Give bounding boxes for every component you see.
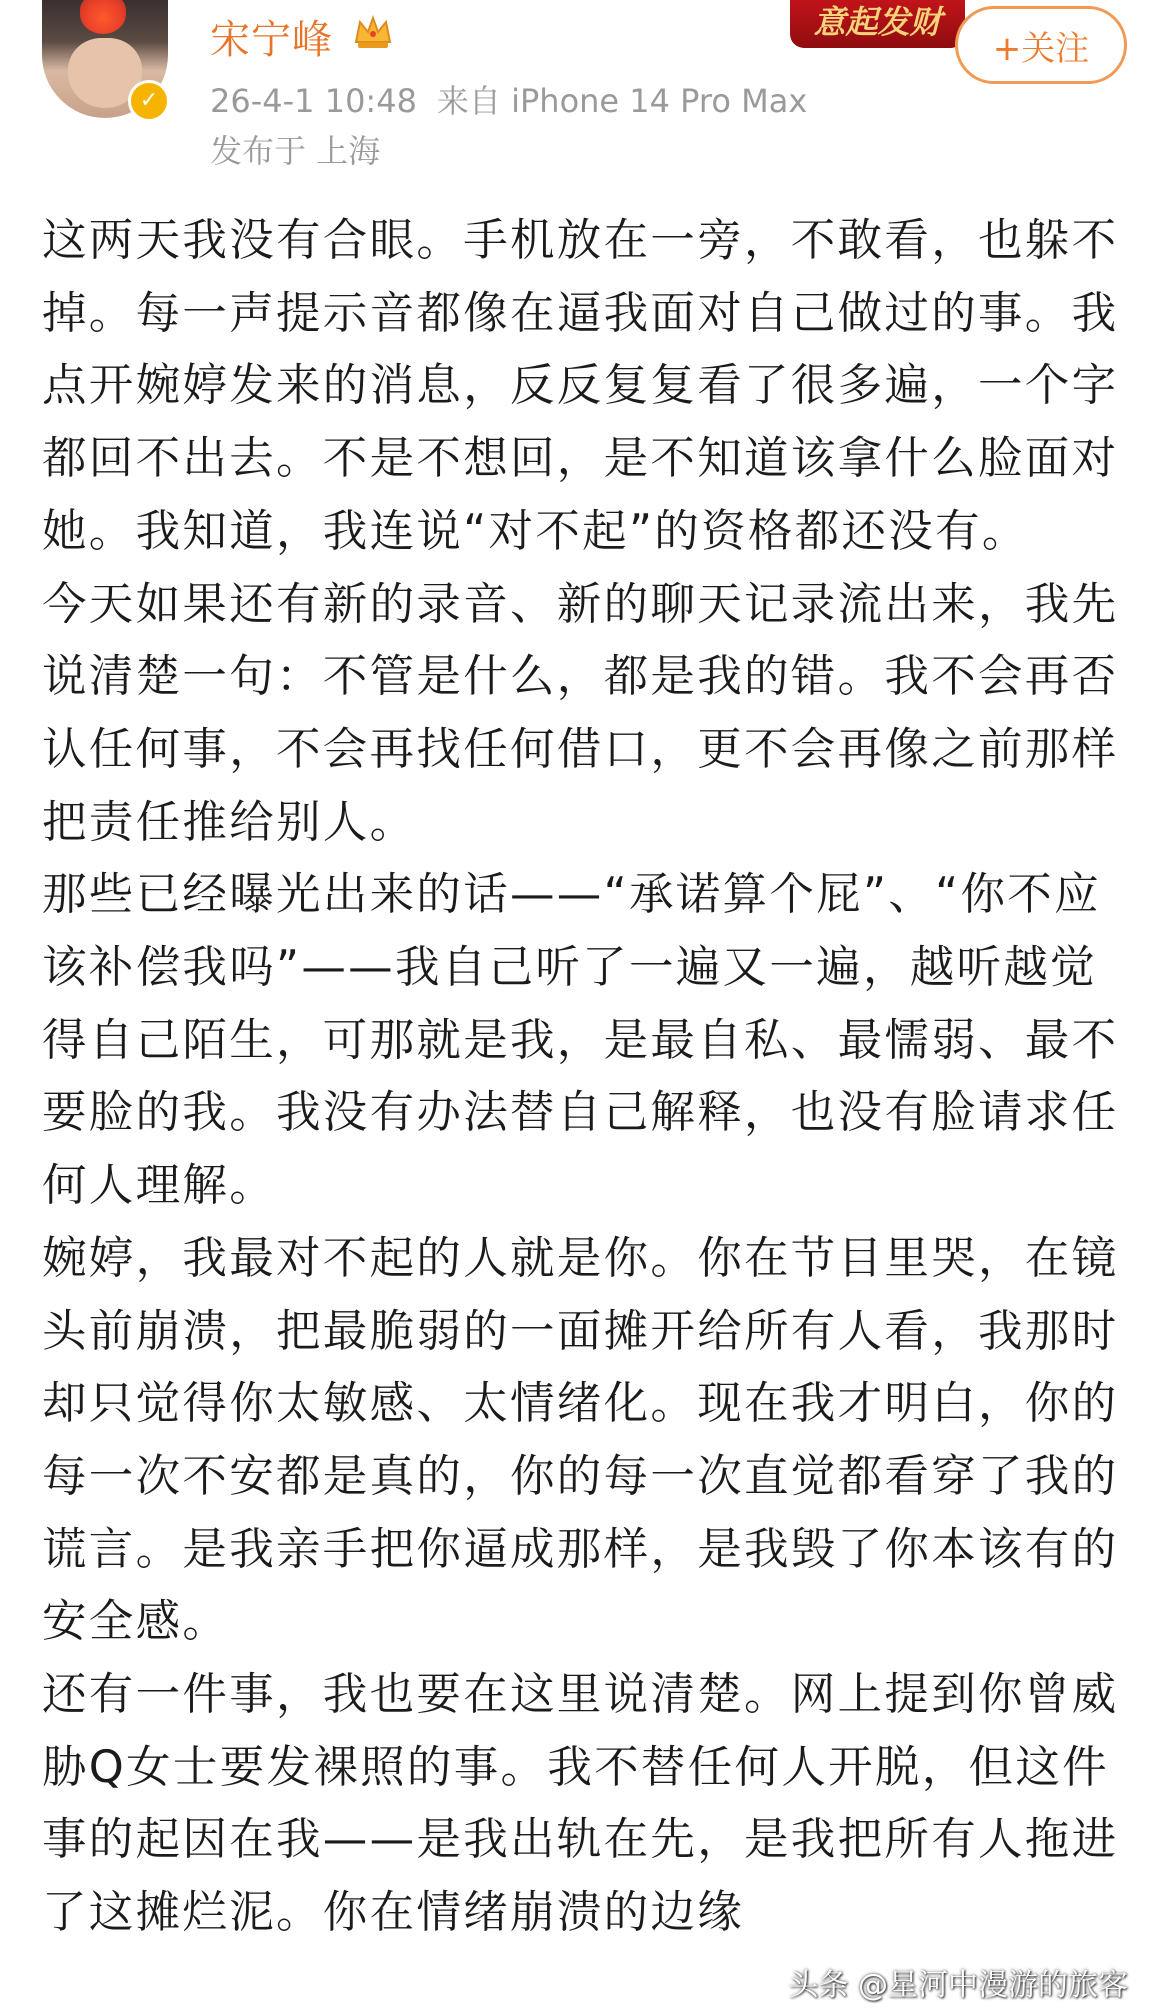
post-paragraph: 那些已经曝光出来的话——“承诺算个屁”、“你不应该补偿我吗”——我自己听了一遍又一遍，越听越觉得自己陌生，可那就是我，是最自私、最懦弱、最不要脸的我。我没有办法替自己解释，也没有脸请求任何人理解。 <box>42 869 1119 1212</box>
post-paragraph: 这两天我没有合眼。手机放在一旁，不敢看，也躲不掉。每一声提示音都像在逼我面对自己做过的事。我点开婉婷发来的消息，反反复复看了很多遍，一个字都回不出去。不是不想回，是不知道该拿什么脸面对她。我知道，我连说“对不起”的资格都还没有。 <box>42 215 1119 557</box>
post-meta <box>210 76 807 122</box>
post-paragraph: 还有一件事，我也要在这里说清楚。网上提到你曾威胁Q女士要发裸照的事。我不替任何人开脱，但这件事的起因在我——是我出轨在先，是我把所有人拖进了这摊烂泥。你在情绪崩溃的边缘 <box>42 1669 1119 1939</box>
avatar-hair <box>80 0 126 34</box>
verified-badge-icon: ✓ <box>128 80 170 122</box>
post-location: 发布于 上海 <box>210 132 381 170</box>
post-source: 来自 iPhone 14 Pro Max <box>436 82 808 120</box>
post-header <box>0 0 1168 185</box>
promo-banner[interactable]: 意起发财 <box>790 0 965 48</box>
username[interactable]: 宋宁峰 <box>210 17 333 63</box>
follow-button[interactable]: +关注 <box>955 6 1127 84</box>
crown-icon <box>352 12 394 52</box>
post-body <box>42 205 1142 1950</box>
post-time: 26-4-1 10:48 <box>210 82 417 120</box>
post-paragraph: 今天如果还有新的录音、新的聊天记录流出来，我先说清楚一句：不管是什么，都是我的错。我不会再否认任何事，不会再找任何借口，更不会再像之前那样把责任推给别人。 <box>42 578 1119 848</box>
watermark: 头条 @星河中漫游的旅客 <box>788 1968 1128 2003</box>
post-paragraph: 婉婷，我最对不起的人就是你。你在节目里哭，在镜头前崩溃，把最脆弱的一面摊开给所有人看，我那时却只觉得你太敏感、太情绪化。现在我才明白，你的每一次不安都是真的，你的每一次直觉都看穿了我的谎言。是我亲手把你逼成那样，是我毁了你本该有的安全感。 <box>42 1232 1119 1648</box>
